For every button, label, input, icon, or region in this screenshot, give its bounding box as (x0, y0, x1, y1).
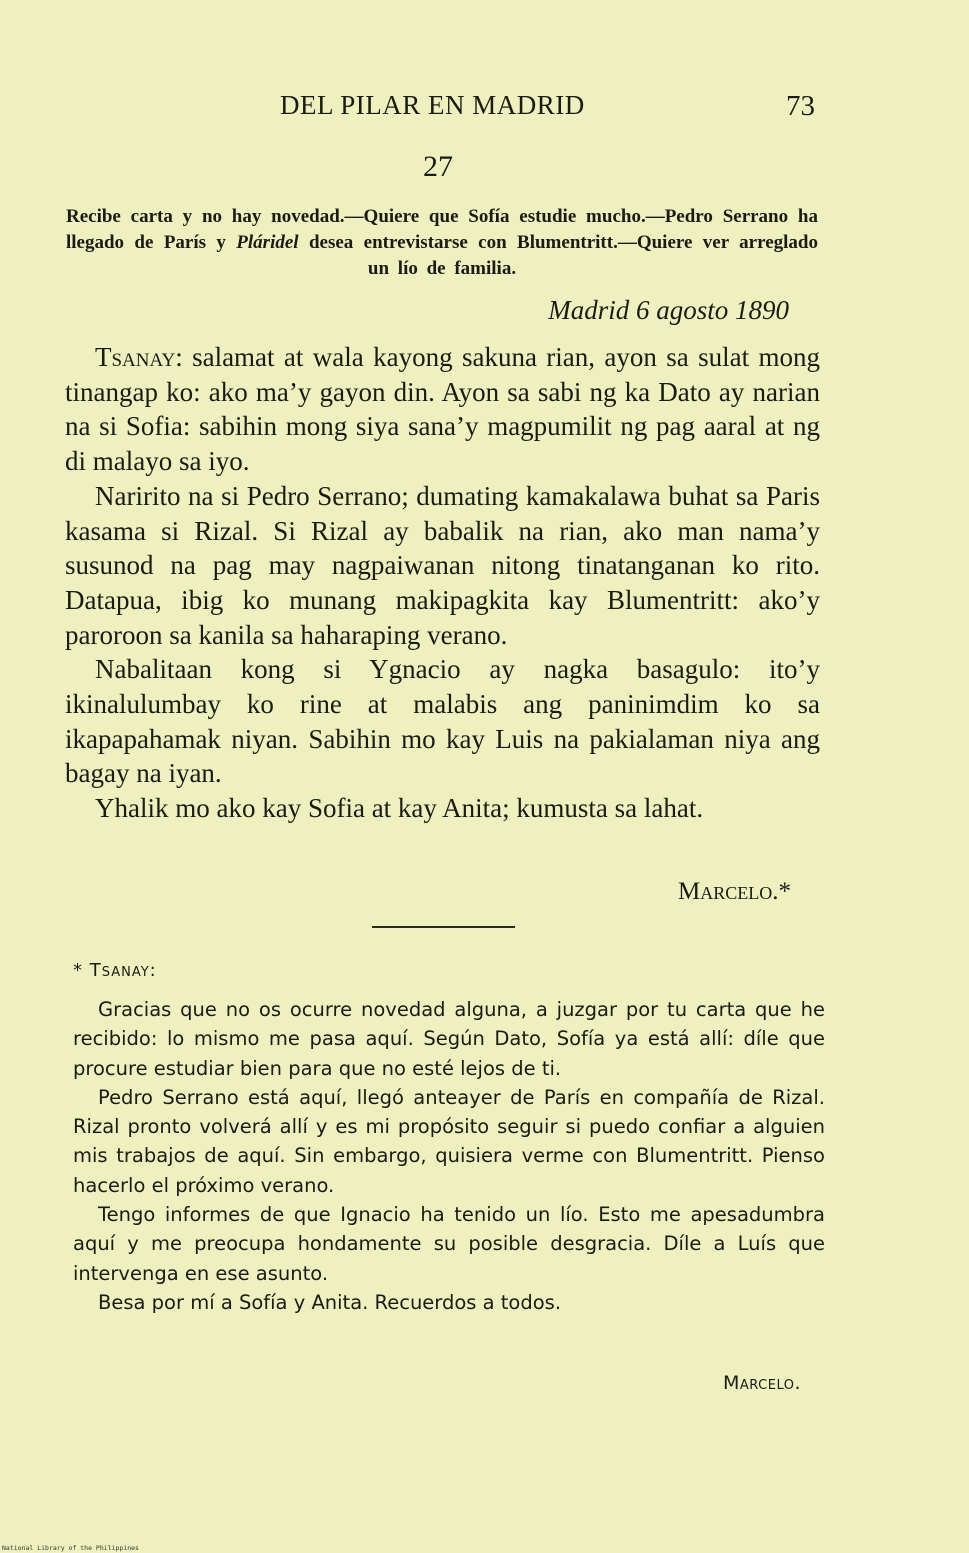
footnote-paragraph: Gracias que no os ocurre novedad alguna, a juzgar por tu carta que he recibido: lo mismo me pasa aquí. Según Dato, Sofía ya está allí: díle que procure estudiar bien para que no esté lejos de ti. (73, 998, 825, 1080)
footnote-paragraph: Pedro Serrano está aquí, llegó anteayer de París en compañía de Rizal. Rizal pronto volverá allí y es mi propósito seguir si puedo confiar a alguien mis trabajos de aquí. Sin embargo, quisiera verme con Blumentritt. Pienso hacerlo el próximo verano. (73, 1085, 825, 1197)
letter-body (65, 340, 820, 826)
dateline: Madrid 6 agosto 1890 (548, 295, 789, 325)
page-number: 73 (786, 90, 815, 122)
letter-paragraph: Naririto na si Pedro Serrano; dumating kamakalawa buhat sa Paris kasama si Rizal. Si Rizal ay babalik na rian, ako man nama’y susunod na pag may nagpaiwanan nitong tinatanganan ko rito. Datapua, ibig ko munang makipagkita kay Blumentritt: ako’y paroroon sa kanila sa haharaping verano. (65, 480, 820, 650)
letter-number: 27 (423, 150, 453, 183)
letter-salutation: Tsanay (95, 342, 176, 372)
letter-summary (66, 204, 818, 282)
footnote-paragraph: Besa por mí a Sofía y Anita. Recuerdos a todos. (98, 1290, 562, 1314)
summary-text-before: Recibe carta y no hay novedad.—Quiere que Sofía estudie mucho.—Pedro Serrano ha llegado de París y (66, 206, 818, 253)
footnote-signature: Marcelo. (722, 1372, 801, 1394)
footnote-translation (73, 995, 825, 1317)
summary-italic-name: Pláridel (236, 232, 299, 253)
letter-paragraph: Yhalik mo ako kay Sofia at kay Anita; kumusta sa lahat. (95, 793, 704, 824)
letter-paragraph (65, 340, 820, 479)
footnote-paragraph: Tengo informes de que Ignacio ha tenido un lío. Esto me apesadumbra aquí y me preocupa hondamente su posible desgracia. Díle a Luís que intervenga en ese asunto. (73, 1203, 825, 1285)
running-head (0, 90, 969, 130)
letter-paragraph-text: : salamat at wala kayong sakuna rian, ayon sa sulat mong tinangap ko: ako ma’y gayon din. Ayon sa sabi ng ka Dato ay narian na si Sofia: sabihin mong siya sana’y magpumilit ng pag aaral at ng di malayo sa iyo. (65, 342, 820, 477)
running-title: DEL PILAR EN MADRID (280, 90, 585, 120)
section-divider (372, 926, 515, 928)
summary-text-after: desea entrevistarse con Blumentritt.—Quiere ver arreglado un lío de familia. (298, 232, 818, 279)
letter-paragraph: Nabalitaan kong si Ygnacio ay nagka basagulo: ito’y ikinalulumbay ko rine at malabis ang paninimdim ko sa ikapapahamak niyan. Sabihin mo kay Luis na pakialaman niya ang bagay na iyan. (65, 654, 820, 789)
footnote-salutation: * Tsanay: (73, 960, 157, 981)
library-watermark: National Library of the Philippines (2, 1544, 139, 1552)
letter-signature: Marcelo.* (678, 878, 791, 905)
